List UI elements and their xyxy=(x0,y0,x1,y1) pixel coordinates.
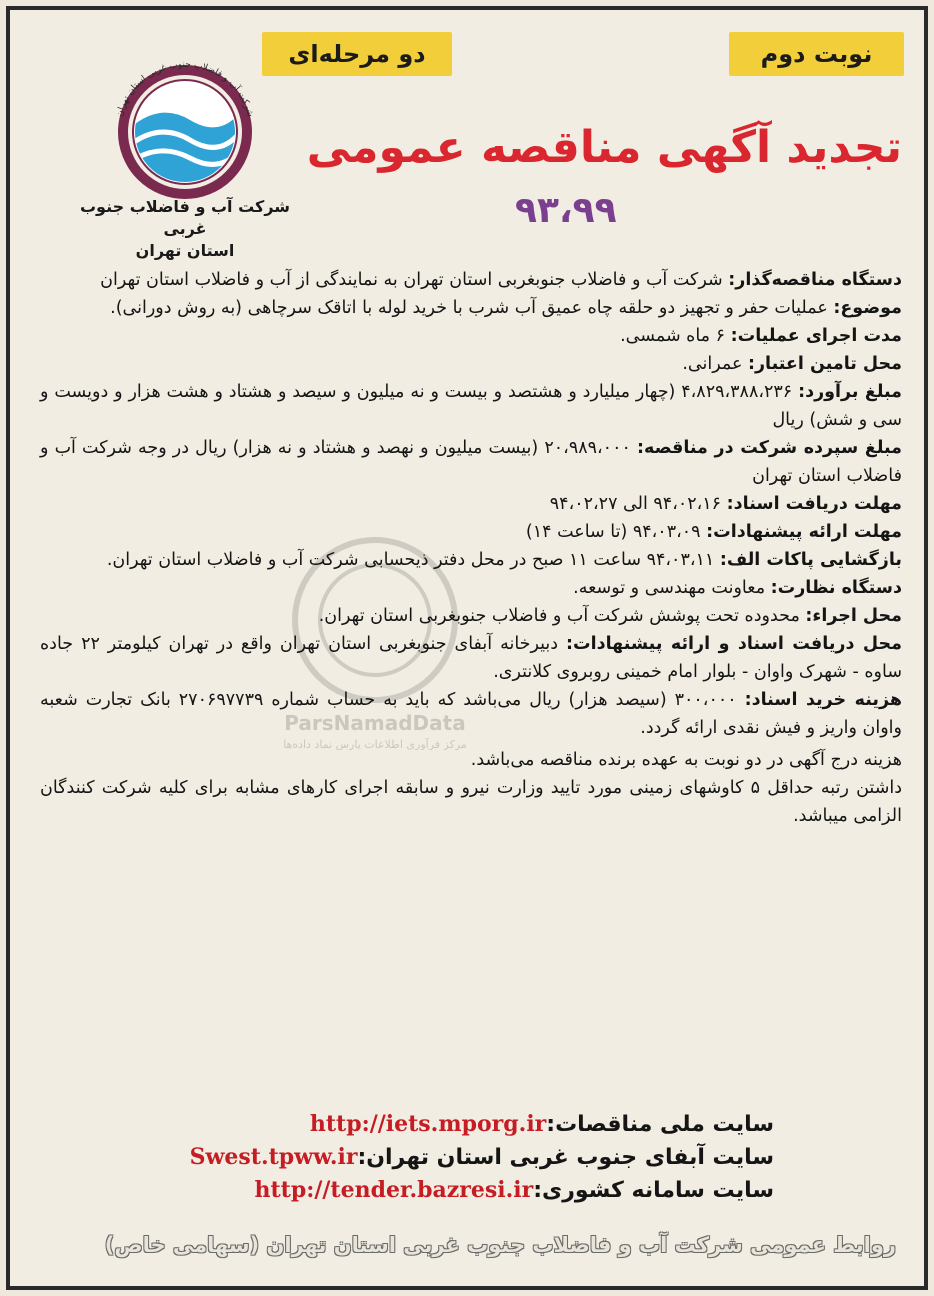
field-opening: بازگشایی پاکات الف: ۹۴،۰۳،۱۱ ساعت ۱۱ صبح در محل دفتر ذیحسابی شرکت آب و فاضلاب استان تهران. xyxy=(106,550,902,570)
note-qualification: داشتن رتبه حداقل ۵ کاوشهای زمینی مورد تایید وزارت نیرو و سابقه اجرای کارهای مشابه برای کلیه شرکت کنندگان الزامی میباشد. xyxy=(40,778,903,826)
field-estimate: مبلغ برآورد: ۴،۸۲۹،۳۸۸،۲۳۶ (چهار میلیارد و هشتصد و بیست و نه میلیون و سیصد و هشتاد و هشت هزار و دویست و سی و شش) ریال xyxy=(40,382,902,430)
websites xyxy=(190,1108,774,1207)
field-duration: مدت اجرای عملیات: ۶ ماه شمسی. xyxy=(620,326,902,346)
company-logo xyxy=(70,50,300,260)
logo-caption xyxy=(70,196,300,262)
site-link[interactable]: Swest.tpww.ir xyxy=(189,1144,358,1170)
field-document-deadline: مهلت دریافت اسناد: ۹۴،۰۲،۱۶ الی ۹۴،۰۲،۲۷ xyxy=(549,494,902,514)
watermark-line2: مرکز فرآوری اطلاعات پارس نماد داده‌ها xyxy=(283,738,467,750)
site-abfa-southwest: سایت آبفای جنوب غربی استان تهران:Swest.tpww.ir xyxy=(189,1144,774,1170)
field-deposit: مبلغ سپرده شرکت در مناقصه: ۲۰،۹۸۹،۰۰۰ (بیست میلیون و نهصد و هشتاد و نه هزار) ریال در وجه شرکت آب و فاضلاب استان تهران xyxy=(40,438,902,486)
reference-number: ۹۳،۹۹ xyxy=(515,190,617,231)
field-subject: موضوع: عملیات حفر و تجهیز دو حلقه چاه عمیق آب شرب با خرید لوله با اتاقک سرچاهی (به روش دورانی). xyxy=(110,298,902,318)
field-document-cost: هزینه خرید اسناد: ۳۰۰،۰۰۰ (سیصد هزار) ریال می‌باشد که باید به حساب شماره ۲۷۰۶۹۷۷۳۹ بانک تجارت شعبه واوان واریز و فیش نقدی ارائه گردد. xyxy=(40,690,902,738)
site-national-tenders: سایت ملی مناقصات:http://iets.mporg.ir xyxy=(309,1111,774,1137)
note-ad-cost: هزینه درج آگهی در دو نوبت به عهده برنده مناقصه می‌باشد. xyxy=(470,750,902,770)
field-funding: محل تامین اعتبار: عمرانی. xyxy=(682,354,902,374)
tender-details xyxy=(40,266,902,830)
site-national-system: سایت سامانه کشوری:http://tender.bazresi.ir xyxy=(254,1177,774,1203)
logo-arc-text: شرکت آب و فاضلاب جنوب غربی استان تهران xyxy=(114,59,256,118)
page-title: تجدید آگهی مناقصه عمومی xyxy=(306,122,902,173)
advertisement-frame xyxy=(6,6,928,1290)
water-logo-icon xyxy=(90,50,280,200)
field-supervisor: دستگاه نظارت: معاونت مهندسی و توسعه. xyxy=(573,578,902,598)
site-link[interactable]: http://tender.bazresi.ir xyxy=(254,1177,534,1203)
field-submission-deadline: مهلت ارائه پیشنهادات: ۹۴،۰۳،۰۹ (تا ساعت ۱۴) xyxy=(525,522,902,542)
field-execution-location: محل اجراء: محدوده تحت پوشش شرکت آب و فاضلاب جنوبغربی استان تهران. xyxy=(318,606,902,626)
field-submission-location: محل دریافت اسناد و ارائه پیشنهادات: دبیرخانه آبفای جنوبغربی استان تهران واقع در تهران کیلومتر ۲۲ جاده ساوه - شهرک واوان - بلوار امام خمینی روبروی کلانتری. xyxy=(40,634,903,682)
stage-badge: دو مرحله‌ای xyxy=(262,32,452,76)
field-organizer: دستگاه مناقصه‌گذار: شرکت آب و فاضلاب جنوبغربی استان تهران به نمایندگی از آب و فاضلاب استان تهران xyxy=(100,270,902,290)
public-relations-footer: روابط عمومی شرکت آب و فاضلاب جنوب غربی استان تهران (سهامی خاص) xyxy=(104,1233,896,1257)
watermark-line1: ParsNamadData xyxy=(284,711,466,735)
logo-caption-line2: استان تهران xyxy=(135,241,235,260)
site-link[interactable]: http://iets.mporg.ir xyxy=(309,1111,547,1137)
logo-caption-line1: شرکت آب و فاضلاب جنوب غربی xyxy=(79,197,291,238)
round-badge: نوبت دوم xyxy=(729,32,904,76)
